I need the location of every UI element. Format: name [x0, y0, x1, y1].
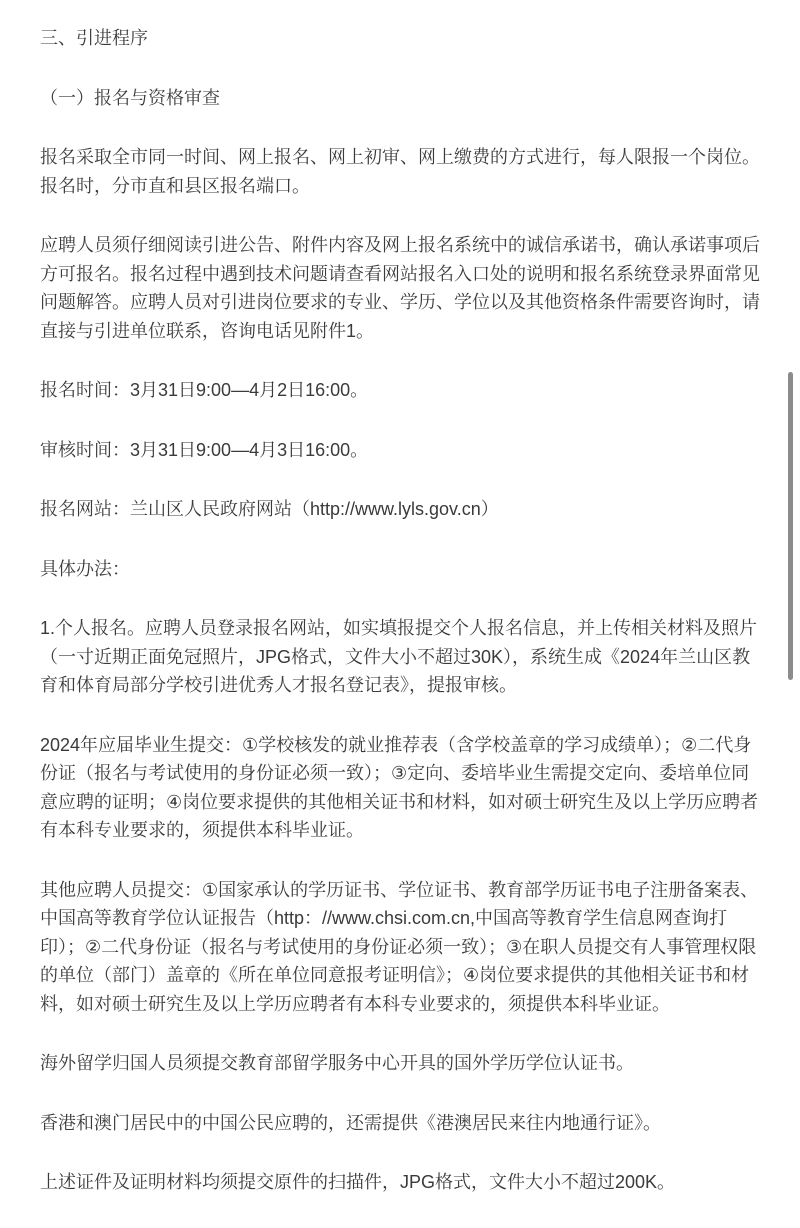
paragraph-specific-measures-label: 具体办法： [40, 558, 130, 579]
paragraph-hk-macao-residents: 香港和澳门居民中的中国公民应聘的，还需提供《港澳居民来往内地通行证》。 [40, 1112, 661, 1133]
paragraph-review-time: 审核时间：3月31日9:00—4月3日16:00。 [40, 439, 369, 460]
scrollbar [788, 0, 800, 1216]
subsection-heading: （一）报名与资格审查 [40, 87, 220, 108]
paragraph-2024-graduates-materials: 2024年应届毕业生提交：①学校核发的就业推荐表（含学校盖章的学习成绩单）；②二代身份证（报名与考试使用的身份证必须一致）；③定向、委培毕业生需提交定向、委培单位同意应聘的证明；④岗位要求提供的其他相关证书和材料，如对硕士研究生及以上学历应聘者有本科专业要求的，须提供本科毕业证。 [40, 734, 759, 840]
paragraph-scanned-documents-requirement: 上述证件及证明材料均须提交原件的扫描件，JPG格式，文件大小不超过200K。 [40, 1172, 676, 1192]
paragraph-individual-registration: 1.个人报名。应聘人员登录报名网站，如实填报提交个人报名信息，并上传相关材料及照片（一寸近期正面免冠照片，JPG格式，文件大小不超过30K），系统生成《2024年兰山区教育和体育局部分学校引进优秀人才报名登记表》，提报审核。 [40, 618, 758, 695]
section-heading: 三、引进程序 [40, 28, 148, 48]
paragraph-registration-time: 报名时间：3月31日9:00—4月2日16:00。 [40, 380, 369, 400]
scrollbar-thumb[interactable] [788, 372, 793, 680]
paragraph-overseas-returnees: 海外留学归国人员须提交教育部留学服务中心开具的国外学历学位认证书。 [40, 1053, 634, 1073]
document-body [40, 24, 762, 1228]
paragraph-other-applicants-materials: 其他应聘人员提交：①国家承认的学历证书、学位证书、教育部学历证书电子注册备案表、中国高等教育学位认证报告（http：//www.chsi.com.cn,中国高等教育学生信息网查询打印）；②二代身份证（报名与考试使用的身份证必须一致）；③在职人员提交有人事管理权限的单位（部门）盖章的《所在单位同意报考证明信》；④岗位要求提供的其他相关证书和材料，如对硕士研究生及以上学历应聘者有本科专业要求的，须提供本科毕业证。 [40, 879, 759, 1014]
paragraph-registration-method: 报名采取全市同一时间、网上报名、网上初审、网上缴费的方式进行，每人限报一个岗位。报名时，分市直和县区报名端口。 [40, 147, 760, 196]
paragraph-registration-website: 报名网站：兰山区人民政府网站（http://www.lyls.gov.cn） [40, 499, 499, 519]
paragraph-applicant-notice: 应聘人员须仔细阅读引进公告、附件内容及网上报名系统中的诚信承诺书，确认承诺事项后方可报名。报名过程中遇到技术问题请查看网站报名入口处的说明和报名系统登录界面常见问题解答。应聘人员对引进岗位要求的专业、学历、学位以及其他资格条件需要咨询时，请直接与引进单位联系，咨询电话见附件1。 [40, 235, 760, 341]
